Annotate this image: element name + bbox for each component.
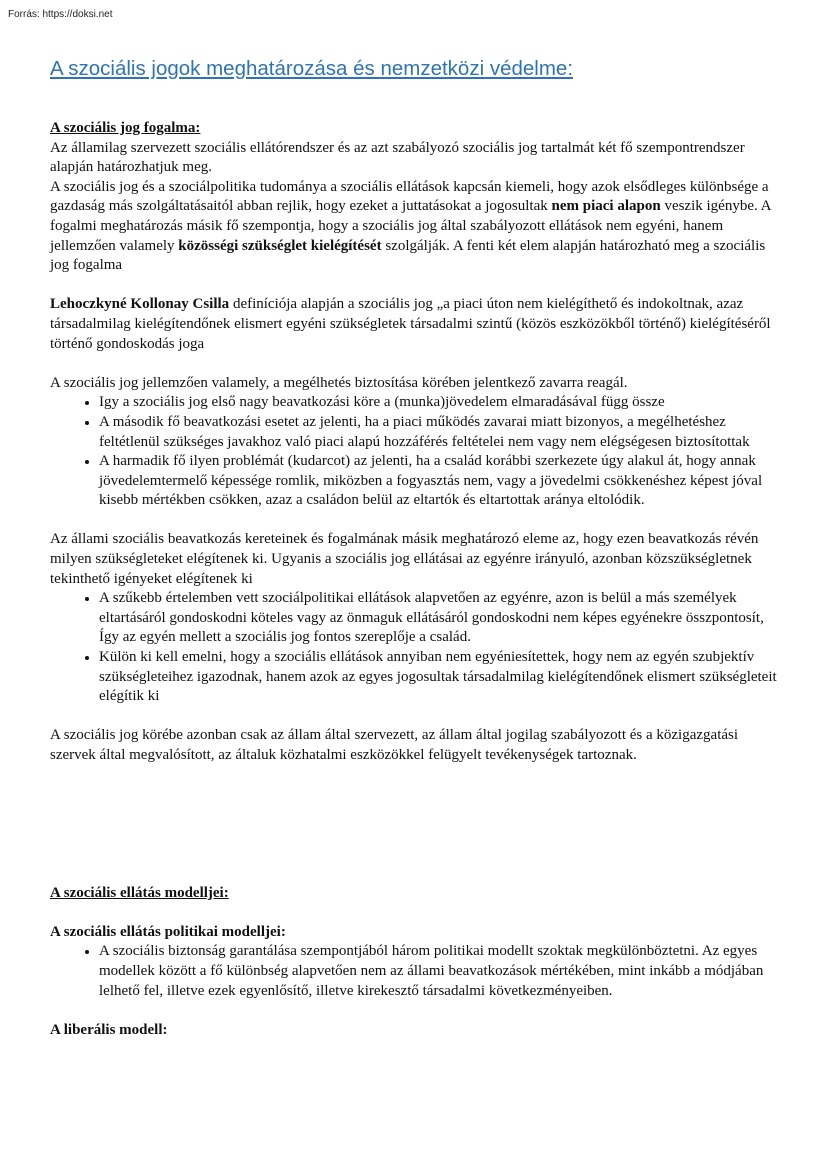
paragraph-scope: A szociális jog körébe azonban csak az állam által szervezett, az állam által jogilag szabályozott és a közigazgatási szervek által megvalósított, az általuk közhatalmi eszközökkel felügyelt tevékenységek tartoznak. [50, 727, 739, 763]
section-social-law-concept [50, 119, 780, 766]
bold-kozossegi: közösségi szükséglet kielégítését [178, 237, 382, 254]
section-models [50, 884, 780, 1041]
subheading-liberal-model: A liberális modell: [50, 1021, 168, 1038]
bold-author-name: Lehoczkyné Kollonay Csilla [50, 296, 230, 313]
bullet-list-models [50, 942, 780, 1001]
list-item: • A szűkebb értelemben vett szociálpolitikai ellátások alapvetően az egyénre, azon is belül a más személyek eltartásáról gondoskodni köteles vagy az önmaguk ellátásáról gondoskodni nem képes egyénekre összpontosít, Így az egyén mellett a szociális jog fontos szereplője a család. [99, 589, 780, 648]
paragraph-definition: A szociális jog és a szociálpolitika tudománya a szociális ellátások kapcsán kiemeli, hogy azok elsődleges különbsége a gazdaság más szolgáltatásaitól abban rejlik, hogy ezeket a juttatásokat a jogosultak nem piaci alapon veszik igénybe. A fogalmi meghatározás másik fő szempontja, hogy a szociális jog által szabályozott ellátások nem egyéni, hanem jellemzően valamely közösségi szükséglet kielégítését szolgálják. A fenti két elem alapján határozható meg a szociális jog fogalma [50, 178, 771, 274]
section-heading-models: A szociális ellátás modelljei: [50, 884, 229, 901]
subheading-political-models: A szociális ellátás politikai modelljei: [50, 923, 286, 940]
list-item: • A harmadik fő ilyen problémát (kudarcot) az jelenti, ha a család korábbi szerkezete úgy alakul át, hogy annak jövedelemtermelő képessége romlik, miközben a fogyasztás nem, vagy a jövedelmi csökkenéshez képest jóval kisebb mértékben csökken, azaz a családon belül az eltartók és eltartottak aránya eltolódik. [99, 452, 780, 511]
paragraph-lehoczkyne: Lehoczkyné Kollonay Csilla definíciója alapján a szociális jog „a piaci úton nem kielégíthető és indokoltnak, azaz társadalmilag kielégítendőnek elismert egyéni szükségletek társadalmi szintű (közös eszközökből történő) kielégítéséről történő gondoskodás joga [50, 296, 771, 352]
source-label: Forrás: https://doksi.net [8, 9, 113, 20]
paragraph-needs: Az állami szociális beavatkozás kereteinek és fogalmának másik meghatározó eleme az, hogy ezen beavatkozás révén milyen szükségleteket elégítenek ki. Ugyanis a szociális jog ellátásai az egyénre irányuló, azonban közszükségletnek tekinthető igényeket elégítenek ki [50, 531, 759, 587]
list-item: • A második fő beavatkozási esetet az jelenti, ha a piaci működés zavarai miatt bizonyos, a megélhetéshez feltétlenül szükséges javakhoz való piaci alapú hozzáférés feltételei nem vagy nem elégségesen biztosítottak [99, 413, 780, 452]
list-item: • Igy a szociális jog első nagy beavatkozási köre a (munka)jövedelem elmaradásával függ össze [99, 393, 780, 413]
bullet-list-needs [50, 589, 780, 707]
bold-nem-piaci: nem piaci alapon [551, 198, 661, 215]
section-heading-concept: A szociális jog fogalma: [50, 120, 201, 136]
list-item: • A szociális biztonság garantálása szempontjából három politikai modellt szoktak megkülönböztetni. Az egyes modellek között a fő különbség alapvetően nem az állami beavatkozások mértékében, mint inkább a módjában lelhető fel, illetve ezek egyenlősítő, illetve kirekesztő társadalmi következményeiben. [99, 942, 780, 1001]
page-title: A szociális jogok meghatározása és nemzetközi védelme: [50, 57, 574, 80]
bullet-list-interventions [50, 393, 780, 511]
paragraph-intro: Az államilag szervezett szociális ellátórendszer és az azt szabályozó szociális jog tartalmát két fő szempontrendszer alapján határozhatjuk meg. [50, 139, 745, 176]
list-item: • Külön ki kell emelni, hogy a szociális ellátások annyiban nem egyéniesítettek, hogy nem az egyén szubjektív szükségleteihez igazodnak, hanem azok az egyes jogosultak társadalmilag kielégítendőnek elismert szükségleteit elégítik ki [99, 648, 780, 707]
paragraph-reaction: A szociális jog jellemzően valamely, a megélhetés biztosítása körében jelentkező zavarra reagál. [50, 374, 628, 391]
document-page [50, 56, 780, 1040]
